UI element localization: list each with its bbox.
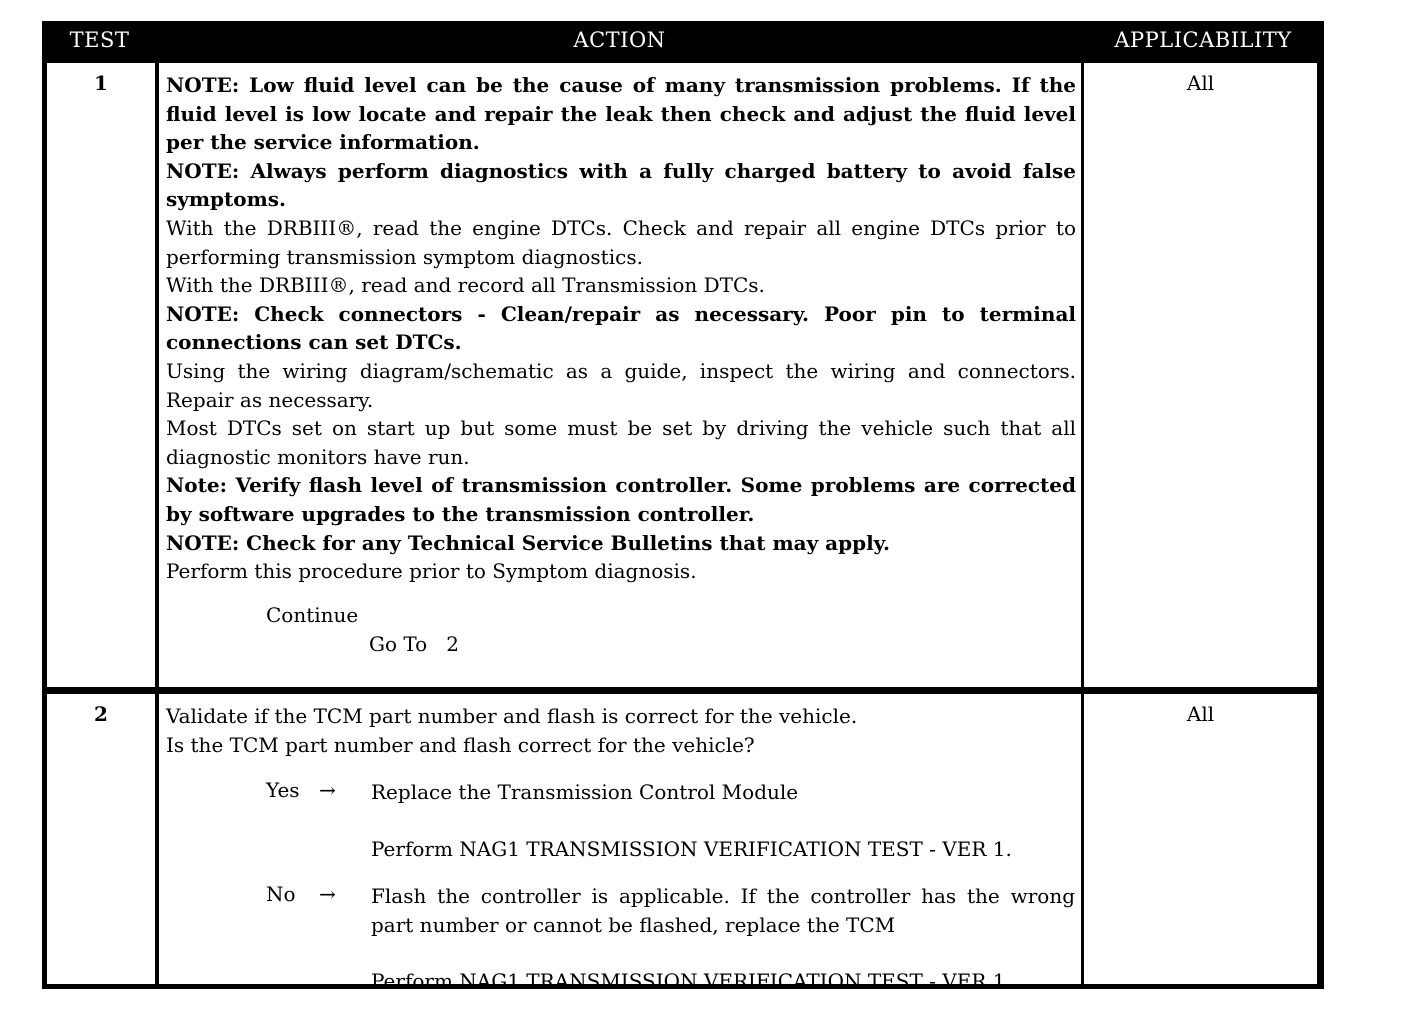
- header-test: TEST: [69, 28, 130, 52]
- table-header: [42, 21, 1324, 58]
- row-1-applicability-cell: [1084, 63, 1317, 687]
- no-perform-link[interactable]: Perform NAG1 TRANSMISSION VERIFICATION TEST - VER 1.: [371, 969, 1012, 993]
- yes-text: Replace the Transmission Control Module: [371, 780, 799, 804]
- row-2-test-cell: [47, 694, 155, 984]
- row-1-test-number: 1: [94, 71, 108, 95]
- row-1-action-line: With the DRBIII®, read the engine DTCs. Check and repair all engine DTCs prior to performing transmission symptom diagnostics.: [166, 215, 1076, 269]
- yes-arrow-icon: →: [319, 778, 336, 802]
- row-1-action-cell: [159, 63, 1081, 687]
- header-action: ACTION: [573, 28, 666, 52]
- row-1-action-line: NOTE: Always perform diagnostics with a fully charged battery to avoid false symptoms.: [166, 158, 1076, 212]
- yes-label: Yes: [266, 778, 300, 802]
- no-arrow-icon: →: [319, 882, 336, 906]
- diagnostic-table: [42, 21, 1324, 993]
- no-text: Flash the controller is applicable. If the controller has the wrong part number or cannot be flashed, replace the TCM: [371, 884, 1075, 937]
- row-2-applicability: All: [1186, 702, 1215, 726]
- row-2-test-number: 2: [94, 702, 108, 726]
- row-1-action-line: NOTE: Check connectors - Clean/repair as necessary. Poor pin to terminal connections can set DTCs.: [166, 301, 1076, 355]
- row-1-action-line: Perform this procedure prior to Symptom diagnosis.: [166, 559, 697, 584]
- row-1-action-line: Note: Verify flash level of transmission controller. Some problems are corrected by software upgrades to the transmission controller.: [166, 473, 1076, 526]
- no-label: No: [266, 882, 296, 906]
- continue-label: Continue: [266, 603, 359, 627]
- row-1-action-line: NOTE: Low fluid level can be the cause of many transmission problems. If the fluid level is low locate and repair the leak then check and adjust the fluid level per the service information.: [166, 73, 1076, 155]
- row-1-action-line: Most DTCs set on start up but some must be set by driving the vehicle such that all diagnostic monitors have run.: [166, 416, 1076, 469]
- row-1-action-line: With the DRBIII®, read and record all Transmission DTCs.: [166, 273, 765, 298]
- row-2-action-line: Validate if the TCM part number and flash is correct for the vehicle.: [166, 704, 858, 728]
- row-1-test-cell: [47, 63, 155, 687]
- row-2-action-line: Is the TCM part number and flash correct for the vehicle?: [166, 732, 755, 757]
- row-1-applicability: All: [1186, 71, 1215, 95]
- header-applicability: APPLICABILITY: [1114, 28, 1292, 52]
- row-2-applicability-cell: [1084, 694, 1317, 984]
- row-2-action-cell: [159, 694, 1081, 993]
- row-1-action-line: Using the wiring diagram/schematic as a guide, inspect the wiring and connectors. Repair as necessary.: [166, 358, 1076, 412]
- yes-perform-link[interactable]: Perform NAG1 TRANSMISSION VERIFICATION TEST - VER 1.: [371, 837, 1012, 861]
- row-1-action-line: NOTE: Check for any Technical Service Bulletins that may apply.: [166, 530, 890, 555]
- goto-link[interactable]: Go To 2: [369, 632, 459, 656]
